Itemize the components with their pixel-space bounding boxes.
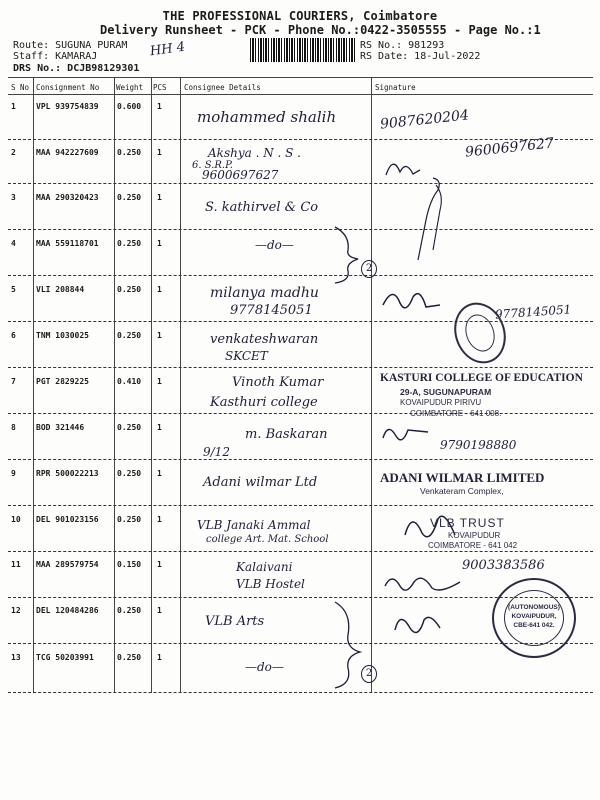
col-divider <box>151 78 152 693</box>
col-header-weight: Weight <box>116 83 144 92</box>
handwritten-consignee: Vinoth Kumar <box>232 375 324 390</box>
signature-phone: 9600697627 <box>464 135 555 161</box>
handwritten-consignee: milanya madhu <box>210 285 319 301</box>
row-weight: 0.250 <box>117 148 142 157</box>
drs-number: DRS No.: DCJB98129301 <box>13 63 140 74</box>
signature-phone: 9790198880 <box>440 438 517 452</box>
row-sno: 3 <box>11 193 16 202</box>
row-sno: 4 <box>11 239 16 248</box>
row-pcs: 1 <box>157 653 162 662</box>
stamp-kasthuri-address: COIMBATORE - 641 008. <box>410 409 502 418</box>
row-sno: 11 <box>11 560 21 569</box>
row-pcs: 1 <box>157 148 162 157</box>
row-sno: 8 <box>11 423 16 432</box>
handwritten-consignee: Kalaivani <box>236 560 293 574</box>
rs-number: RS No.: 981293 <box>360 40 445 51</box>
row-weight: 0.250 <box>117 423 142 432</box>
col-divider <box>114 78 115 693</box>
row-weight: 0.250 <box>117 285 142 294</box>
handwritten-consignee: Akshya . N . S . <box>208 146 301 160</box>
handwritten-consignee: 9600697627 <box>202 168 279 182</box>
row-consignment: DEL 901023156 <box>36 515 99 524</box>
company-title: THE PROFESSIONAL COURIERS, Coimbatore <box>162 9 438 23</box>
signature-scribble <box>378 420 438 450</box>
col-header-pcs: PCS <box>153 83 167 92</box>
row-separator <box>8 413 593 414</box>
row-consignment: MAA 559118701 <box>36 239 99 248</box>
seal-line: KOVAIPUDUR, <box>511 613 557 620</box>
rs-date: RS Date: 18-Jul-2022 <box>360 51 481 62</box>
row-consignment: TCG 50203991 <box>36 653 94 662</box>
col-divider <box>180 78 181 693</box>
handwritten-consignee: mohammed shalih <box>197 108 337 126</box>
stamp-vlb-address: KOVAIPUDUR <box>448 531 501 540</box>
handwritten-consignee: 6. S.R.P. <box>192 160 233 171</box>
row-separator <box>8 459 593 460</box>
bracket-count: 2 <box>361 260 377 278</box>
col-header-signature: Signature <box>375 83 416 92</box>
row-pcs: 1 <box>157 239 162 248</box>
row-pcs: 1 <box>157 193 162 202</box>
signature-phone: 9003383586 <box>462 558 545 573</box>
row-separator <box>8 275 593 276</box>
row-weight: 0.250 <box>117 239 142 248</box>
row-separator <box>8 229 593 230</box>
row-weight: 0.250 <box>117 331 142 340</box>
row-sno: 12 <box>11 606 21 615</box>
row-sno: 9 <box>11 469 16 478</box>
row-sno: 6 <box>11 331 16 340</box>
row-consignment: PGT 2829225 <box>36 377 89 386</box>
table-header-rule <box>8 94 593 95</box>
row-weight: 0.150 <box>117 560 142 569</box>
signature-scribble <box>390 608 450 643</box>
row-consignment: MAA 289579754 <box>36 560 99 569</box>
stamp-vlb-address: COIMBATORE - 641 042 <box>428 541 518 550</box>
col-header-consignee: Consignee Details <box>184 83 261 92</box>
handwritten-consignee: Kasthuri college <box>210 395 318 410</box>
row-separator <box>8 183 593 184</box>
row-pcs: 1 <box>157 606 162 615</box>
row-sno: 10 <box>11 515 21 524</box>
handwritten-consignee: 9/12 <box>203 445 230 459</box>
row-weight: 0.250 <box>117 653 142 662</box>
row-pcs: 1 <box>157 377 162 386</box>
handwritten-consignee: S. kathirvel & Co <box>205 200 319 215</box>
stamp-kasthuri-address: 29-A, SUGUNAPURAM <box>400 387 492 397</box>
row-pcs: 1 <box>157 515 162 524</box>
row-weight: 0.250 <box>117 606 142 615</box>
handwritten-consignee: VLB Hostel <box>236 577 305 591</box>
signature-scribble <box>378 285 448 320</box>
row-sno: 13 <box>11 653 21 662</box>
col-header-sno: S No <box>11 83 30 92</box>
row-consignment: VLI 208844 <box>36 285 85 294</box>
row-weight: 0.600 <box>117 102 142 111</box>
row-consignment: BOD 321446 <box>36 423 85 432</box>
stamp-adani-address: Venkateram Complex, <box>420 486 504 496</box>
seal-line: (AUTONOMOUS) <box>508 604 560 611</box>
handwritten-ditto: —do— <box>255 238 294 252</box>
row-weight: 0.410 <box>117 377 142 386</box>
col-divider <box>33 78 34 693</box>
stamp-kasthuri-address: KOVAIPUDUR PIRIVU <box>400 398 482 407</box>
handwritten-consignee: m. Baskaran <box>245 427 328 442</box>
row-separator <box>8 367 593 368</box>
col-header-consignment: Consignment No <box>36 83 100 92</box>
vlb-college-seal <box>492 578 576 658</box>
stamp-adani-name: ADANI WILMAR LIMITED <box>380 470 545 485</box>
row-separator <box>8 692 593 693</box>
table-top-rule <box>8 77 593 78</box>
route-label: Route: SUGUNA PURAM <box>13 40 128 51</box>
seal-line: CBE-641 042. <box>513 622 555 629</box>
row-separator <box>8 551 593 552</box>
row-pcs: 1 <box>157 560 162 569</box>
row-pcs: 1 <box>157 331 162 340</box>
col-divider <box>371 78 372 693</box>
barcode <box>250 38 355 62</box>
handwritten-consignee: venkateshwaran <box>210 332 319 347</box>
bracket-icon <box>330 225 370 285</box>
row-pcs: 1 <box>157 102 162 111</box>
row-consignment: TNM 1030025 <box>36 331 89 340</box>
row-sno: 2 <box>11 148 16 157</box>
handwritten-consignee: 9778145051 <box>230 303 313 318</box>
row-consignment: MAA 290320423 <box>36 193 99 202</box>
stamp-kasthuri-name: KASTURI COLLEGE OF EDUCATION <box>380 372 583 384</box>
row-pcs: 1 <box>157 423 162 432</box>
row-pcs: 1 <box>157 285 162 294</box>
row-sno: 1 <box>11 102 16 111</box>
row-weight: 0.250 <box>117 193 142 202</box>
row-consignment: DEL 120484286 <box>36 606 99 615</box>
signature-phone: 9778145051 <box>494 302 572 322</box>
signature-phone: 9087620204 <box>379 107 470 133</box>
row-weight: 0.250 <box>117 515 142 524</box>
handwritten-ditto: —do— <box>245 660 284 674</box>
row-pcs: 1 <box>157 469 162 478</box>
row-separator <box>8 321 593 322</box>
handwritten-consignee: Adani wilmar Ltd <box>203 475 318 490</box>
staff-label: Staff: KAMARAJ <box>13 51 98 62</box>
bracket-icon <box>330 600 370 690</box>
handwritten-consignee: VLB Arts <box>205 614 265 629</box>
row-weight: 0.250 <box>117 469 142 478</box>
runsheet-subtitle: Delivery Runsheet - PCK - Phone No.:0422-3505555 - Page No.:1 <box>100 23 541 37</box>
row-sno: 5 <box>11 285 16 294</box>
handwritten-consignee: SKCET <box>225 349 268 363</box>
stamp-vlb-trust: VLB TRUST <box>430 516 505 530</box>
row-consignment: MAA 942227609 <box>36 148 99 157</box>
row-consignment: RPR 500022213 <box>36 469 99 478</box>
handwritten-consignee: VLB Janaki Ammal <box>197 518 311 532</box>
handwritten-note: HH 4 <box>149 39 186 60</box>
signature-scribble <box>380 568 470 598</box>
row-separator <box>8 505 593 506</box>
signature-scribble <box>378 150 468 270</box>
bracket-count: 2 <box>361 665 377 683</box>
row-consignment: VPL 939754839 <box>36 102 99 111</box>
row-sno: 7 <box>11 377 16 386</box>
handwritten-consignee: college Art. Mat. School <box>206 534 329 545</box>
